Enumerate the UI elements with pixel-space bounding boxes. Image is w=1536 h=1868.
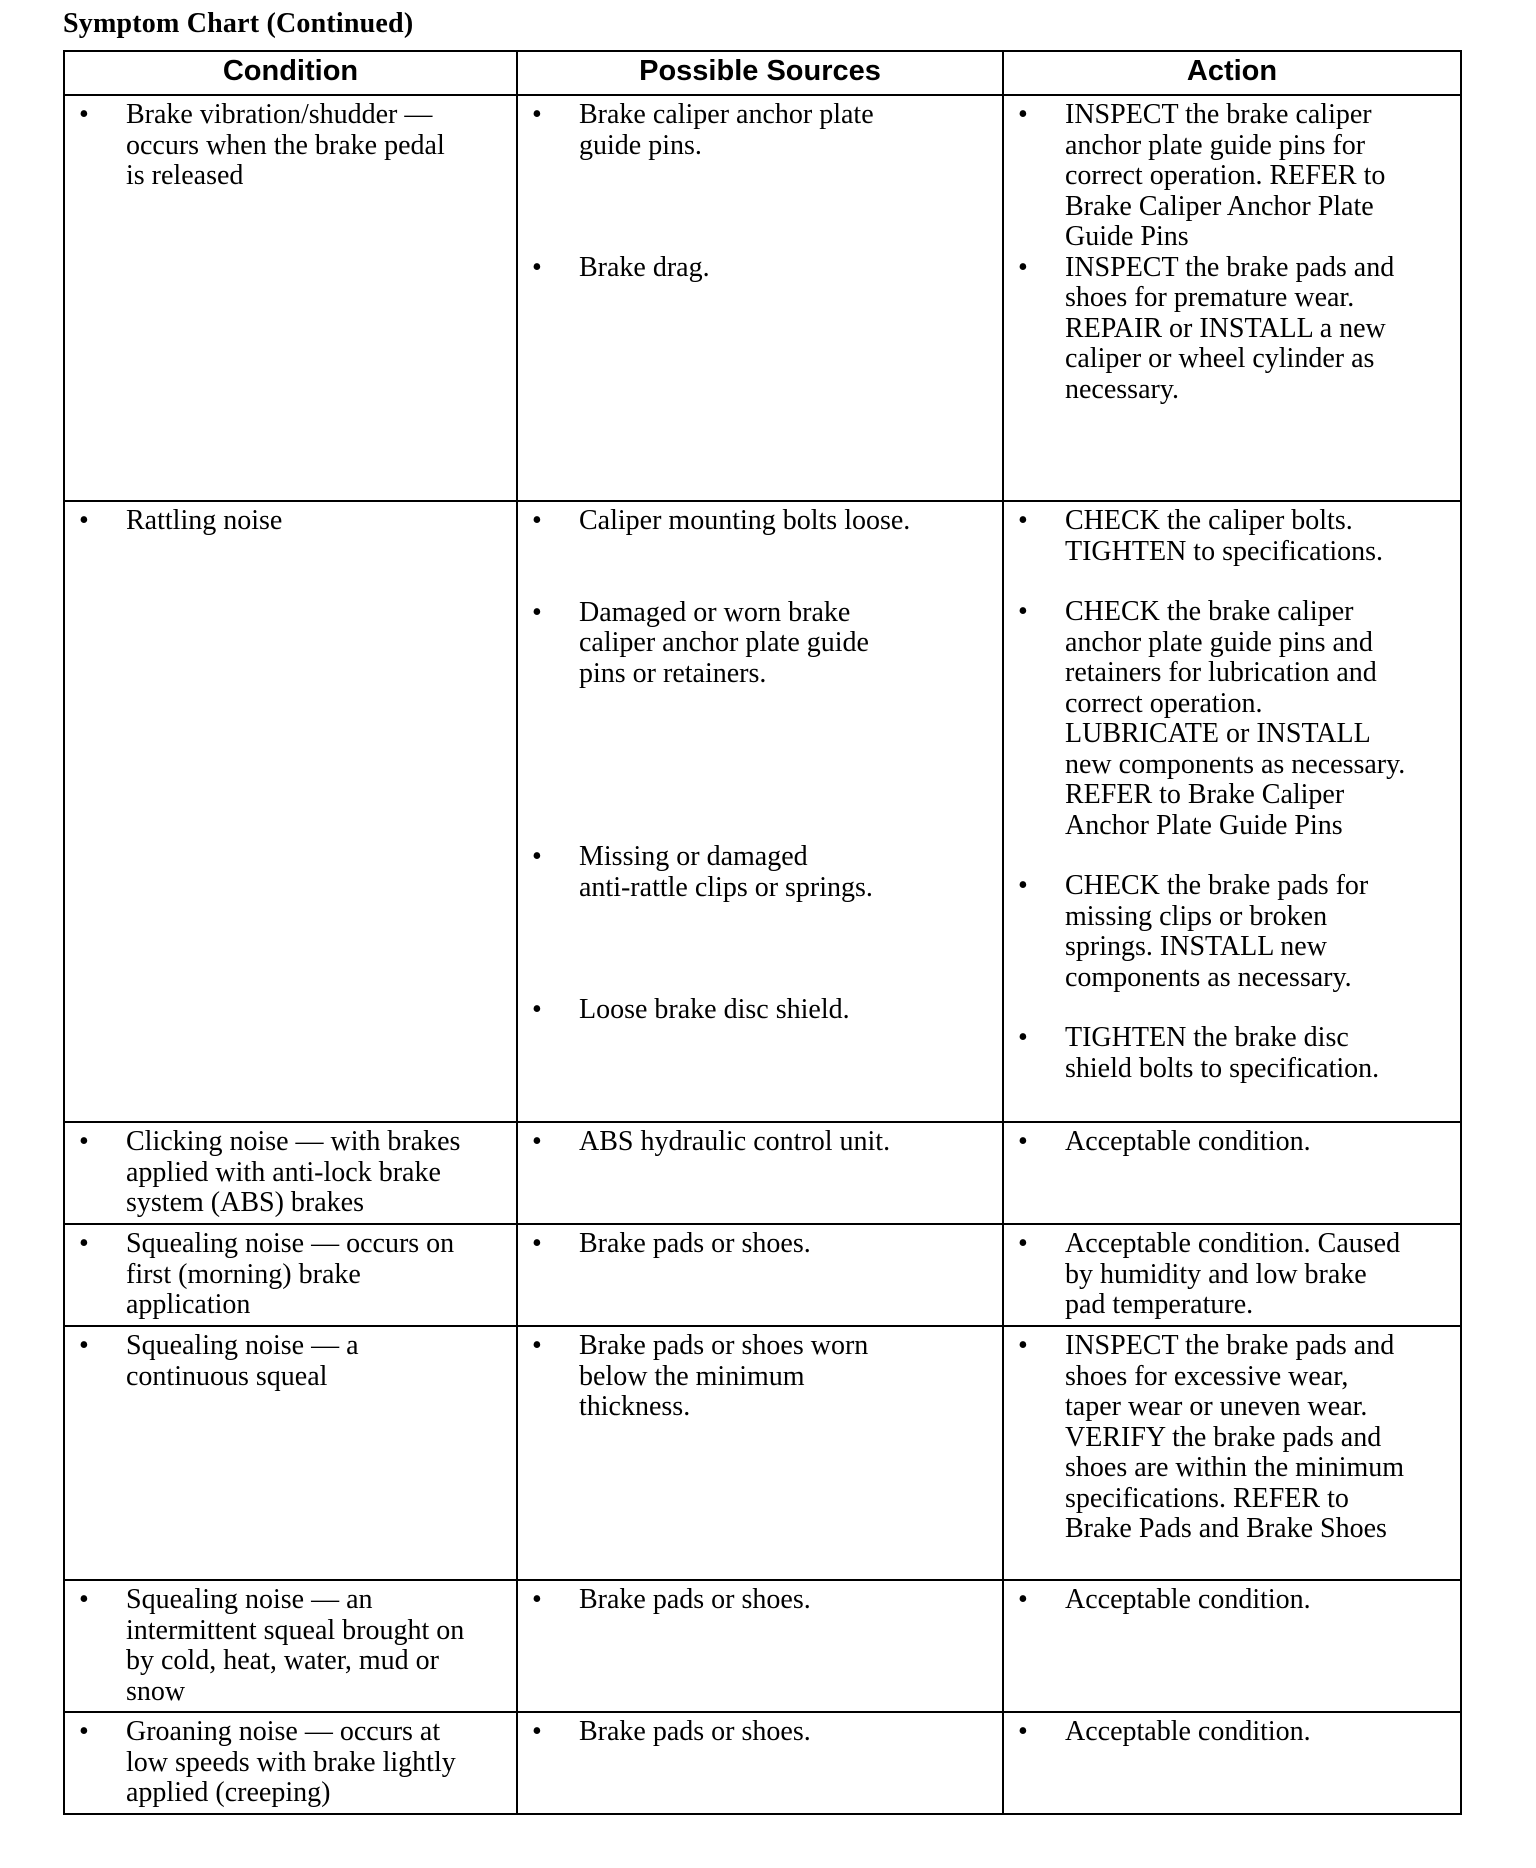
condition-text: Squealing noise — occurs on first (morning) brake application <box>126 1228 455 1320</box>
bullet-icon: • <box>1018 1330 1028 1361</box>
table-row <box>64 1326 1461 1580</box>
header-condition: Condition <box>64 51 517 95</box>
symptom-table <box>63 50 1462 1815</box>
bullet-icon: • <box>79 1228 89 1259</box>
action-text: INSPECT the brake pads and shoes for premature wear. REPAIR or INSTALL a new caliper or wheel cylinder as necessary. <box>1065 251 1395 405</box>
condition-cell <box>64 1580 517 1712</box>
table-row <box>64 501 1461 1122</box>
sources-cell <box>517 1326 1003 1580</box>
condition-text: Groaning noise — occurs at low speeds with brake lightly applied (creeping) <box>126 1716 456 1808</box>
bullet-icon: • <box>1018 596 1028 627</box>
bullet-icon: • <box>1018 1716 1028 1747</box>
condition-cell <box>64 95 517 501</box>
table-header-row <box>64 51 1461 95</box>
bullet-icon: • <box>532 505 542 536</box>
bullet-icon: • <box>532 994 542 1025</box>
condition-text: Clicking noise — with brakes applied with anti-lock brake system (ABS) brakes <box>126 1126 461 1218</box>
bullet-icon: • <box>79 1126 89 1157</box>
header-possible-sources: Possible Sources <box>517 51 1003 95</box>
header-action: Action <box>1003 51 1461 95</box>
action-cell <box>1003 1712 1461 1814</box>
bullet-icon: • <box>79 1330 89 1361</box>
action-text: Acceptable condition. <box>1065 1126 1311 1157</box>
action-text: INSPECT the brake caliper anchor plate guide pins for correct operation. REFER to Brake Caliper Anchor Plate Guide Pins <box>1065 99 1386 252</box>
source-text: Missing or damaged anti-rattle clips or springs. <box>579 841 873 903</box>
source-text: ABS hydraulic control unit. <box>579 1126 891 1157</box>
bullet-icon: • <box>532 1716 542 1747</box>
bullet-icon: • <box>1018 99 1028 130</box>
action-text: INSPECT the brake pads and shoes for excessive wear, taper wear or uneven wear. VERIFY the brake pads and shoes are within the minimum specifications. REFER to Brake Pads and Brake Shoes <box>1065 1330 1405 1544</box>
action-text: CHECK the brake caliper anchor plate guide pins and retainers for lubrication and correct operation. LUBRICATE or INSTALL new components as necessary. REFER to Brake Caliper Anchor Plate Guide Pins <box>1065 596 1406 841</box>
source-text: Brake caliper anchor plate guide pins. <box>579 99 874 161</box>
bullet-icon: • <box>79 1584 89 1615</box>
sources-cell <box>517 1580 1003 1712</box>
bullet-icon: • <box>532 252 542 283</box>
bullet-icon: • <box>1018 1022 1028 1053</box>
sources-cell <box>517 1122 1003 1224</box>
source-text: Damaged or worn brake caliper anchor plate guide pins or retainers. <box>579 596 869 689</box>
sources-cell <box>517 501 1003 1122</box>
condition-text: Rattling noise <box>126 505 283 536</box>
action-cell <box>1003 1580 1461 1712</box>
table-row <box>64 1580 1461 1712</box>
condition-text: Squealing noise — an intermittent squeal brought on by cold, heat, water, mud or snow <box>126 1584 465 1707</box>
bullet-icon: • <box>79 99 89 130</box>
bullet-icon: • <box>1018 505 1028 536</box>
bullet-icon: • <box>1018 1584 1028 1615</box>
action-text: Acceptable condition. <box>1065 1584 1311 1615</box>
bullet-icon: • <box>532 99 542 130</box>
action-text: CHECK the caliper bolts. TIGHTEN to specifications. <box>1065 505 1384 567</box>
table-row <box>64 1224 1461 1326</box>
condition-cell <box>64 501 517 1122</box>
condition-text: Brake vibration/shudder — occurs when the brake pedal is released <box>126 99 445 191</box>
bullet-icon: • <box>532 1126 542 1157</box>
action-cell <box>1003 501 1461 1122</box>
sources-cell <box>517 95 1003 501</box>
bullet-icon: • <box>1018 1126 1028 1157</box>
bullet-icon: • <box>532 596 542 628</box>
source-text: Brake pads or shoes worn below the minimum thickness. <box>579 1330 869 1422</box>
sources-cell <box>517 1712 1003 1814</box>
bullet-icon: • <box>79 1716 89 1747</box>
source-text: Caliper mounting bolts loose. <box>579 505 911 536</box>
source-text: Brake pads or shoes. <box>579 1716 811 1747</box>
bullet-icon: • <box>1018 251 1028 283</box>
bullet-icon: • <box>532 841 542 872</box>
action-text: CHECK the brake pads for missing clips or broken springs. INSTALL new components as necessary. <box>1065 870 1369 993</box>
condition-text: Squealing noise — a continuous squeal <box>126 1330 359 1392</box>
page-title: Symptom Chart (Continued) <box>63 8 414 39</box>
table-row <box>64 1122 1461 1224</box>
action-cell <box>1003 1122 1461 1224</box>
source-text: Loose brake disc shield. <box>579 994 850 1025</box>
action-text: Acceptable condition. <box>1065 1716 1311 1747</box>
bullet-icon: • <box>532 1584 542 1615</box>
condition-cell <box>64 1224 517 1326</box>
action-text: TIGHTEN the brake disc shield bolts to specification. <box>1065 1022 1380 1084</box>
source-text: Brake pads or shoes. <box>579 1228 811 1259</box>
action-text: Acceptable condition. Caused by humidity and low brake pad temperature. <box>1065 1228 1401 1320</box>
action-cell <box>1003 1326 1461 1580</box>
condition-cell <box>64 1712 517 1814</box>
bullet-icon: • <box>532 1330 542 1361</box>
sources-cell <box>517 1224 1003 1326</box>
source-text: Brake pads or shoes. <box>579 1584 811 1615</box>
bullet-icon: • <box>79 505 89 536</box>
action-cell <box>1003 95 1461 501</box>
source-text: Brake drag. <box>579 252 710 283</box>
condition-cell <box>64 1326 517 1580</box>
bullet-icon: • <box>1018 870 1028 901</box>
bullet-icon: • <box>532 1228 542 1259</box>
action-cell <box>1003 1224 1461 1326</box>
bullet-icon: • <box>1018 1228 1028 1259</box>
condition-cell <box>64 1122 517 1224</box>
table-row <box>64 1712 1461 1814</box>
table-row <box>64 95 1461 501</box>
